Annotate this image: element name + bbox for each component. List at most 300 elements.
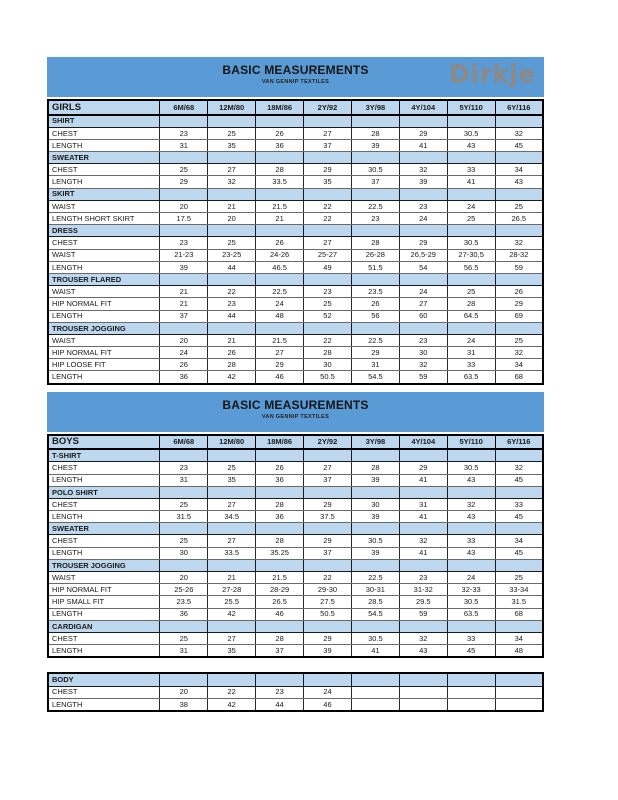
measurement-row-sweater-length (48, 547, 543, 559)
value-cell: 39 (160, 261, 208, 273)
value-cell: 25 (495, 334, 543, 346)
value-cell: 63.5 (447, 371, 495, 384)
value-cell: 22.5 (351, 572, 399, 584)
boys-header-band (47, 392, 544, 432)
value-cell: 26-28 (351, 249, 399, 261)
value-cell: 46 (304, 698, 352, 711)
value-cell: 42 (208, 608, 256, 620)
value-cell: 25 (304, 298, 352, 310)
value-cell: 23 (256, 686, 304, 698)
value-cell: 26 (351, 298, 399, 310)
section-empty-cell (495, 486, 543, 498)
value-cell: 22.5 (351, 200, 399, 212)
value-cell: 42 (208, 371, 256, 384)
section-empty-cell (304, 152, 352, 164)
value-cell: 32-33 (447, 584, 495, 596)
size-column-header-18m-86: 18M/86 (256, 435, 304, 450)
value-cell: 33 (495, 498, 543, 510)
section-empty-cell (256, 449, 304, 462)
section-empty-cell (208, 115, 256, 128)
size-column-header-2y-92: 2Y/92 (304, 435, 352, 450)
section-empty-cell (399, 559, 447, 571)
girls-band-subtitle: VAN GENNIP TEXTILES (261, 79, 330, 86)
row-label-hip-loose-fit: HIP LOOSE FIT (48, 359, 160, 371)
section-empty-cell (351, 225, 399, 237)
measurement-row-trouser-jogging-waist (48, 572, 543, 584)
value-cell: 37 (351, 176, 399, 188)
value-cell: 32 (495, 347, 543, 359)
section-empty-cell (160, 152, 208, 164)
value-cell: 54 (399, 261, 447, 273)
value-cell: 24 (447, 572, 495, 584)
section-row-cardigan (48, 620, 543, 632)
measurement-row-polo-shirt-length (48, 511, 543, 523)
value-cell (447, 698, 495, 711)
measurement-row-trouser-jogging-length (48, 608, 543, 620)
value-cell: 59 (399, 608, 447, 620)
row-label-length: LENGTH (48, 608, 160, 620)
value-cell: 22 (304, 200, 352, 212)
value-cell: 63.5 (447, 608, 495, 620)
measurement-row-dress-waist (48, 249, 543, 261)
section-empty-cell (208, 152, 256, 164)
section-empty-cell (160, 115, 208, 128)
section-empty-cell (495, 188, 543, 200)
section-empty-cell (304, 273, 352, 285)
measurement-row-polo-shirt-chest (48, 498, 543, 510)
row-label-hip-normal-fit: HIP NORMAL FIT (48, 347, 160, 359)
value-cell: 25 (160, 535, 208, 547)
value-cell: 32 (208, 176, 256, 188)
section-label-t-shirt: T-SHIRT (48, 449, 160, 462)
section-empty-cell (304, 449, 352, 462)
value-cell: 43 (447, 511, 495, 523)
value-cell: 45 (495, 547, 543, 559)
section-empty-cell (447, 449, 495, 462)
value-cell: 32 (495, 237, 543, 249)
section-row-dress (48, 225, 543, 237)
section-label-sweater: SWEATER (48, 523, 160, 535)
value-cell: 26 (495, 286, 543, 298)
value-cell: 30-31 (351, 584, 399, 596)
value-cell: 27-28 (208, 584, 256, 596)
value-cell: 27 (208, 164, 256, 176)
value-cell: 28 (351, 237, 399, 249)
value-cell: 25.5 (208, 596, 256, 608)
value-cell: 20 (160, 334, 208, 346)
value-cell: 29 (304, 498, 352, 510)
value-cell: 23.5 (160, 596, 208, 608)
value-cell: 22 (304, 572, 352, 584)
section-empty-cell (256, 188, 304, 200)
value-cell: 27-30,5 (447, 249, 495, 261)
section-empty-cell (256, 322, 304, 334)
section-empty-cell (447, 673, 495, 686)
value-cell: 27 (208, 535, 256, 547)
section-empty-cell (351, 523, 399, 535)
section-label-trouser-jogging: TROUSER JOGGING (48, 559, 160, 571)
section-empty-cell (256, 152, 304, 164)
value-cell: 30 (304, 359, 352, 371)
value-cell: 31 (351, 359, 399, 371)
section-empty-cell (304, 523, 352, 535)
value-cell: 28 (304, 347, 352, 359)
measurement-row-trouser-jogging-hip-normal-fit (48, 584, 543, 596)
section-empty-cell (208, 620, 256, 632)
value-cell: 39 (304, 645, 352, 658)
value-cell: 34 (495, 359, 543, 371)
section-empty-cell (495, 115, 543, 128)
section-empty-cell (208, 322, 256, 334)
value-cell: 59 (495, 261, 543, 273)
size-column-header-6m-68: 6M/68 (160, 435, 208, 450)
value-cell: 37 (160, 310, 208, 322)
value-cell: 27 (304, 237, 352, 249)
value-cell: 28 (256, 632, 304, 644)
value-cell: 20 (208, 213, 256, 225)
body-measurements-table (47, 672, 544, 712)
value-cell: 27 (304, 462, 352, 474)
value-cell: 23 (160, 462, 208, 474)
value-cell: 21 (160, 298, 208, 310)
measurement-row-trouser-flared-length (48, 310, 543, 322)
value-cell: 33.5 (256, 176, 304, 188)
row-label-length-short-skirt: LENGTH SHORT SKIRT (48, 213, 160, 225)
size-column-header-18m-86: 18M/86 (256, 100, 304, 115)
value-cell: 48 (256, 310, 304, 322)
value-cell: 23 (304, 286, 352, 298)
value-cell: 27 (208, 498, 256, 510)
section-empty-cell (304, 188, 352, 200)
value-cell: 31 (399, 498, 447, 510)
value-cell (351, 686, 399, 698)
row-label-length: LENGTH (48, 645, 160, 658)
value-cell: 28 (256, 498, 304, 510)
value-cell: 32 (399, 164, 447, 176)
value-cell: 32 (447, 498, 495, 510)
value-cell: 22 (208, 286, 256, 298)
value-cell (399, 686, 447, 698)
section-empty-cell (399, 523, 447, 535)
measurement-row-sweater-chest (48, 535, 543, 547)
value-cell: 37 (304, 547, 352, 559)
measurement-row-dress-length (48, 261, 543, 273)
row-label-hip-normal-fit: HIP NORMAL FIT (48, 298, 160, 310)
value-cell: 34 (495, 164, 543, 176)
value-cell: 23 (351, 213, 399, 225)
value-cell: 26 (256, 237, 304, 249)
section-row-trouser-flared (48, 273, 543, 285)
boys-group-label: BOYS (48, 435, 160, 450)
section-empty-cell (256, 486, 304, 498)
value-cell: 41 (399, 139, 447, 151)
value-cell: 42 (208, 698, 256, 711)
value-cell (495, 686, 543, 698)
value-cell: 50.5 (304, 608, 352, 620)
section-empty-cell (208, 188, 256, 200)
section-label-dress: DRESS (48, 225, 160, 237)
section-label-cardigan: CARDIGAN (48, 620, 160, 632)
measurement-row-trouser-jogging-hip-small-fit (48, 596, 543, 608)
row-label-waist: WAIST (48, 286, 160, 298)
section-row-trouser-jogging (48, 559, 543, 571)
section-empty-cell (447, 620, 495, 632)
value-cell: 26 (256, 462, 304, 474)
measurement-row-trouser-jogging-waist (48, 334, 543, 346)
section-empty-cell (495, 673, 543, 686)
section-empty-cell (160, 620, 208, 632)
row-label-length: LENGTH (48, 511, 160, 523)
value-cell: 46 (256, 371, 304, 384)
value-cell: 17.5 (160, 213, 208, 225)
section-empty-cell (256, 115, 304, 128)
value-cell: 26,5-29 (399, 249, 447, 261)
value-cell: 29 (304, 164, 352, 176)
section-empty-cell (351, 273, 399, 285)
section-row-polo-shirt (48, 486, 543, 498)
value-cell: 26 (160, 359, 208, 371)
section-empty-cell (304, 486, 352, 498)
value-cell: 36 (256, 511, 304, 523)
row-label-chest: CHEST (48, 686, 160, 698)
section-row-sweater (48, 523, 543, 535)
section-empty-cell (304, 322, 352, 334)
value-cell: 43 (495, 176, 543, 188)
section-empty-cell (399, 115, 447, 128)
value-cell: 39 (351, 474, 399, 486)
size-column-header-6m-68: 6M/68 (160, 100, 208, 115)
row-label-length: LENGTH (48, 176, 160, 188)
value-cell: 30.5 (447, 237, 495, 249)
section-label-trouser-flared: TROUSER FLARED (48, 273, 160, 285)
value-cell: 54.5 (351, 608, 399, 620)
value-cell: 25 (208, 462, 256, 474)
value-cell: 36 (160, 608, 208, 620)
section-empty-cell (304, 559, 352, 571)
row-label-length: LENGTH (48, 371, 160, 384)
value-cell: 49 (304, 261, 352, 273)
boys-measurements-table (47, 434, 544, 659)
measurement-row-trouser-jogging-length (48, 371, 543, 384)
section-empty-cell (495, 620, 543, 632)
value-cell: 28 (256, 164, 304, 176)
section-empty-cell (495, 449, 543, 462)
section-empty-cell (399, 225, 447, 237)
value-cell: 23 (399, 334, 447, 346)
value-cell (351, 698, 399, 711)
value-cell: 45 (495, 474, 543, 486)
measurement-row-sweater-length (48, 176, 543, 188)
row-label-waist: WAIST (48, 200, 160, 212)
section-empty-cell (351, 115, 399, 128)
section-empty-cell (351, 673, 399, 686)
value-cell: 24 (399, 286, 447, 298)
value-cell: 39 (351, 139, 399, 151)
section-empty-cell (447, 486, 495, 498)
section-empty-cell (160, 559, 208, 571)
girls-measurements-table (47, 99, 544, 385)
value-cell: 64.5 (447, 310, 495, 322)
section-empty-cell (351, 620, 399, 632)
value-cell: 20 (160, 686, 208, 698)
value-cell: 33 (447, 164, 495, 176)
value-cell: 36 (160, 371, 208, 384)
value-cell: 30 (399, 347, 447, 359)
section-label-body: BODY (48, 673, 160, 686)
value-cell: 60 (399, 310, 447, 322)
value-cell: 21 (208, 572, 256, 584)
size-column-header-4y-104: 4Y/104 (399, 435, 447, 450)
section-row-t-shirt (48, 449, 543, 462)
value-cell: 24 (304, 686, 352, 698)
value-cell: 28 (351, 462, 399, 474)
value-cell: 35.25 (256, 547, 304, 559)
value-cell: 37 (304, 474, 352, 486)
section-empty-cell (495, 523, 543, 535)
value-cell: 28 (447, 298, 495, 310)
value-cell: 30.5 (351, 632, 399, 644)
section-empty-cell (399, 188, 447, 200)
value-cell: 29 (160, 176, 208, 188)
value-cell: 26 (208, 347, 256, 359)
section-empty-cell (447, 115, 495, 128)
value-cell: 29 (351, 347, 399, 359)
section-empty-cell (208, 486, 256, 498)
section-empty-cell (208, 225, 256, 237)
value-cell: 25 (447, 213, 495, 225)
value-cell: 35 (304, 176, 352, 188)
value-cell: 45 (495, 139, 543, 151)
section-empty-cell (208, 523, 256, 535)
value-cell: 28-29 (256, 584, 304, 596)
value-cell: 30 (351, 498, 399, 510)
section-empty-cell (495, 322, 543, 334)
row-label-chest: CHEST (48, 632, 160, 644)
row-label-length: LENGTH (48, 139, 160, 151)
section-row-sweater (48, 152, 543, 164)
section-empty-cell (256, 523, 304, 535)
value-cell: 21 (256, 213, 304, 225)
value-cell: 23-25 (208, 249, 256, 261)
row-label-chest: CHEST (48, 237, 160, 249)
boys-band-subtitle: VAN GENNIP TEXTILES (261, 413, 330, 420)
value-cell: 69 (495, 310, 543, 322)
row-label-chest: CHEST (48, 462, 160, 474)
measurement-row-shirt-length (48, 139, 543, 151)
value-cell: 46 (256, 608, 304, 620)
value-cell: 32 (399, 359, 447, 371)
value-cell: 43 (447, 139, 495, 151)
value-cell: 38 (160, 698, 208, 711)
measurement-row-dress-chest (48, 237, 543, 249)
value-cell (447, 686, 495, 698)
value-cell: 24 (160, 347, 208, 359)
section-empty-cell (447, 152, 495, 164)
value-cell: 33 (447, 359, 495, 371)
measurement-row-sweater-chest (48, 164, 543, 176)
measurement-row-cardigan-chest (48, 632, 543, 644)
section-empty-cell (447, 225, 495, 237)
section-empty-cell (447, 559, 495, 571)
value-cell: 34 (495, 535, 543, 547)
value-cell: 21 (208, 200, 256, 212)
row-label-waist: WAIST (48, 334, 160, 346)
row-label-hip-small-fit: HIP SMALL FIT (48, 596, 160, 608)
value-cell: 23 (399, 200, 447, 212)
value-cell: 25 (447, 286, 495, 298)
value-cell: 25-26 (160, 584, 208, 596)
value-cell: 26.5 (256, 596, 304, 608)
value-cell: 34 (495, 632, 543, 644)
measurement-row-cardigan-length (48, 645, 543, 658)
value-cell: 35 (208, 139, 256, 151)
section-label-skirt: SKIRT (48, 188, 160, 200)
measurement-row-trouser-flared-hip-normal-fit (48, 298, 543, 310)
row-label-waist: WAIST (48, 572, 160, 584)
measurement-row-shirt-chest (48, 127, 543, 139)
size-column-header-3y-98: 3Y/98 (351, 100, 399, 115)
measurement-row-t-shirt-chest (48, 462, 543, 474)
value-cell: 31.5 (495, 596, 543, 608)
value-cell: 21 (208, 334, 256, 346)
boys-section (47, 392, 544, 659)
value-cell: 21-23 (160, 249, 208, 261)
size-column-header-5y-110: 5Y/110 (447, 100, 495, 115)
section-empty-cell (160, 449, 208, 462)
value-cell: 28-32 (495, 249, 543, 261)
value-cell: 41 (399, 547, 447, 559)
section-empty-cell (304, 620, 352, 632)
value-cell: 29.5 (399, 596, 447, 608)
measurement-row-trouser-flared-waist (48, 286, 543, 298)
value-cell: 54.5 (351, 371, 399, 384)
section-empty-cell (399, 152, 447, 164)
value-cell: 22 (208, 686, 256, 698)
value-cell: 25 (495, 200, 543, 212)
value-cell: 22.5 (351, 334, 399, 346)
value-cell: 30.5 (447, 462, 495, 474)
section-empty-cell (256, 620, 304, 632)
value-cell: 29 (495, 298, 543, 310)
value-cell: 33-34 (495, 584, 543, 596)
value-cell: 30.5 (447, 127, 495, 139)
section-label-shirt: SHIRT (48, 115, 160, 128)
value-cell: 24-26 (256, 249, 304, 261)
size-column-header-6y-116: 6Y/116 (495, 100, 543, 115)
body-section (47, 672, 544, 712)
value-cell: 32 (495, 462, 543, 474)
value-cell: 44 (208, 261, 256, 273)
section-row-trouser-jogging (48, 322, 543, 334)
section-empty-cell (495, 152, 543, 164)
section-empty-cell (256, 559, 304, 571)
section-empty-cell (351, 188, 399, 200)
section-empty-cell (351, 152, 399, 164)
size-column-header-6y-116: 6Y/116 (495, 435, 543, 450)
section-empty-cell (447, 273, 495, 285)
section-empty-cell (351, 449, 399, 462)
girls-band-title: BASIC MEASUREMENTS (222, 63, 369, 77)
value-cell: 30.5 (351, 164, 399, 176)
value-cell: 29 (256, 359, 304, 371)
row-label-chest: CHEST (48, 535, 160, 547)
value-cell: 23 (399, 572, 447, 584)
girls-group-label: GIRLS (48, 100, 160, 115)
value-cell: 31 (160, 139, 208, 151)
value-cell: 45 (495, 511, 543, 523)
section-empty-cell (399, 273, 447, 285)
section-empty-cell (160, 225, 208, 237)
